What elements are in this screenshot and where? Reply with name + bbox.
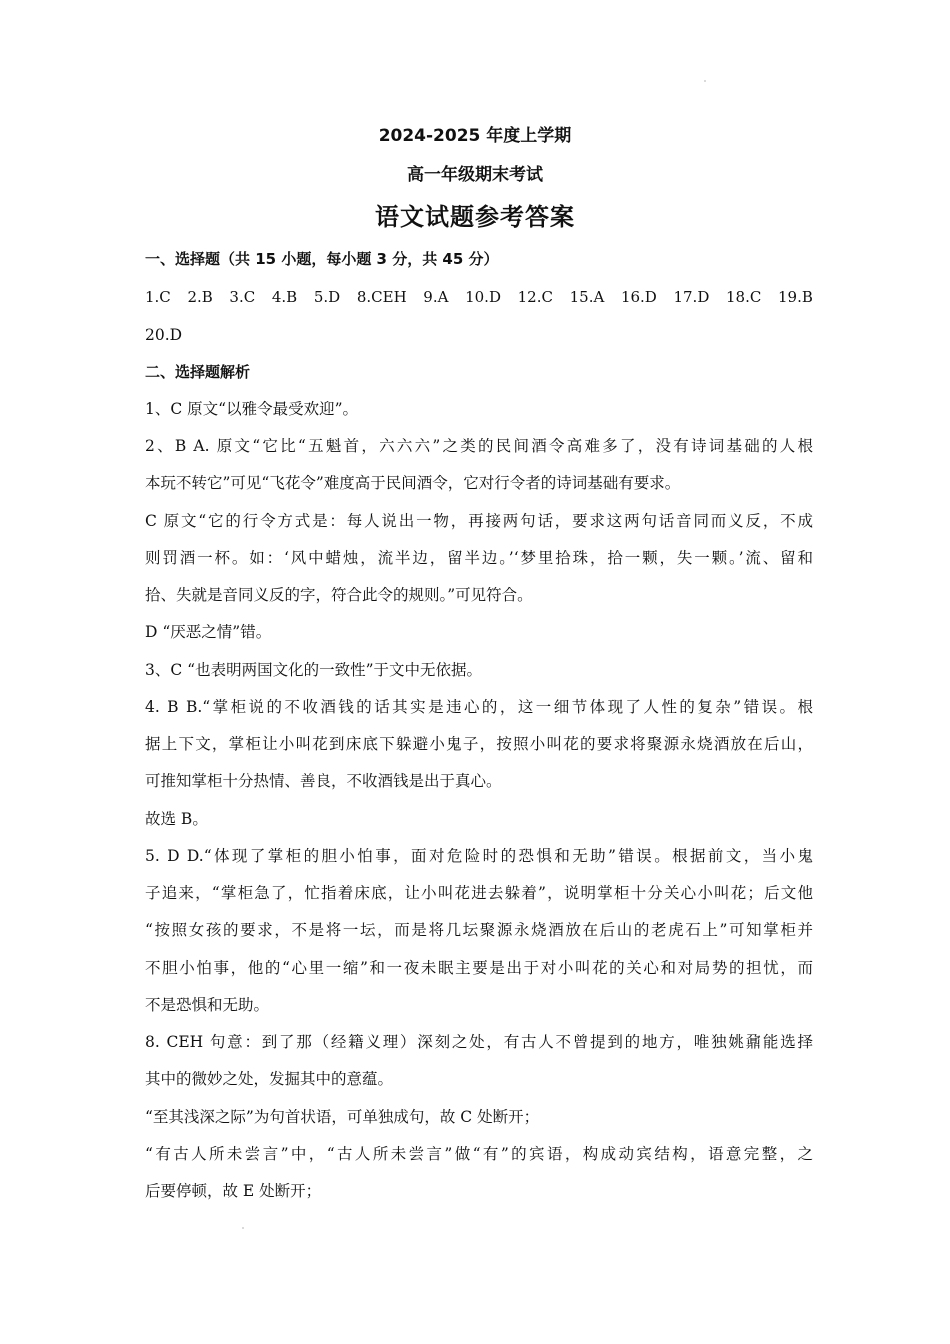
- explanation-line: 3、C “也表明两国文化的一致性”于文中无依据。: [145, 661, 482, 679]
- explanation-line: 可推知掌柜十分热情、善良，不收酒钱是出于真心。: [145, 772, 502, 790]
- explanation-line: 8. CEH 句意：到了那（经籍义理）深刻之处，有古人不曾提到的地方，唯独姚鼐能选择: [145, 1033, 813, 1051]
- explanation-line: 不胆小怕事，他的“心里一缩”和一夜未眠主要是出于对小叫花的关心和对局势的担忧，而: [145, 959, 813, 977]
- explanation-line: 后要停顿，故 E 处断开；: [145, 1182, 322, 1200]
- school-year-line: 2024-2025 年度上学期: [378, 126, 572, 146]
- answer-item: 2.B: [187, 288, 213, 306]
- document-title: 语文试题参考答案: [375, 203, 575, 231]
- answer-key-last: 20.D: [145, 326, 183, 344]
- answer-item: 9.A: [423, 288, 449, 306]
- explanation-line: 拾、失就是音同义反的字，符合此令的规则。”可见符合。: [145, 586, 533, 604]
- explanation-line: “至其浅深之际”为句首状语，可单独成句，故 C 处断开；: [145, 1108, 540, 1126]
- answer-item: 1.C: [145, 288, 171, 306]
- section2-heading: 二、选择题解析: [145, 363, 251, 381]
- explanation-line: “有古人所未尝言”中，“古人所未尝言”做“有”的宾语，构成动宾结构，语意完整，之: [145, 1145, 813, 1163]
- explanation-line: 故选 B。: [145, 810, 208, 828]
- answer-item: 5.D: [313, 288, 341, 306]
- answer-item: 19.B: [777, 288, 813, 306]
- answer-item: 12.C: [517, 288, 553, 306]
- answer-item: 4.B: [271, 288, 298, 306]
- explanation-line: 子追来，“掌柜急了，忙指着床底，让小叫花进去躲着”，说明掌柜十分关心小叫花；后文他: [145, 884, 813, 902]
- scan-speck: [242, 1227, 244, 1229]
- explanation-line: 2、B A. 原文“它比“五魁首，六六六”之类的民间酒令高难多了，没有诗词基础的人根: [145, 437, 813, 455]
- answer-item: 18.C: [726, 288, 762, 306]
- explanation-line: 4. B B.“掌柜说的不收酒钱的话其实是违心的，这一细节体现了人性的复杂”错误。根: [145, 698, 813, 716]
- answer-key-row: [145, 286, 813, 308]
- explanation-line: 1、C 原文“以雅令最受欢迎”。: [145, 400, 358, 418]
- explanation-line: 不是恐惧和无助。: [145, 996, 270, 1014]
- answer-item: 15.A: [569, 288, 605, 306]
- answer-item: 17.D: [673, 288, 710, 306]
- explanation-line: 本玩不转它”可见“飞花令”难度高于民间酒令，它对行令者的诗词基础有要求。: [145, 474, 681, 492]
- explanation-line: D “厌恶之情”错。: [145, 623, 272, 641]
- explanation-line: 据上下文，掌柜让小叫花到床底下躲避小鬼子，按照小叫花的要求将聚源永烧酒放在后山，: [145, 735, 813, 753]
- exam-name-line: 高一年级期末考试: [407, 165, 543, 185]
- answer-item: 10.D: [465, 288, 501, 306]
- answer-item: 8.CEH: [356, 288, 407, 306]
- explanation-line: 5. D D.“体现了掌柜的胆小怕事，面对危险时的恐惧和无助”错误。根据前文，当小鬼: [145, 847, 813, 865]
- explanation-line: C 原文“它的行令方式是：每人说出一物，再接两句话，要求这两句话音同而义反，不成: [145, 512, 813, 530]
- answer-item: 3.C: [229, 288, 256, 306]
- answer-item: 16.D: [620, 288, 657, 306]
- explanation-line: “按照女孩的要求，不是将一坛，而是将几坛聚源永烧酒放在后山的老虎石上”可知掌柜并: [145, 921, 813, 939]
- section1-heading: 一、选择题（共 15 小题，每小题 3 分，共 45 分）: [145, 250, 499, 268]
- explanation-line: 则罚酒一杯。如：‘风中蜡烛，流半边，留半边。’‘梦里拾珠，拾一颗，失一颗。’流、留和: [145, 549, 813, 567]
- explanation-line: 其中的微妙之处，发掘其中的意蕴。: [145, 1070, 394, 1088]
- scan-speck: [704, 80, 706, 82]
